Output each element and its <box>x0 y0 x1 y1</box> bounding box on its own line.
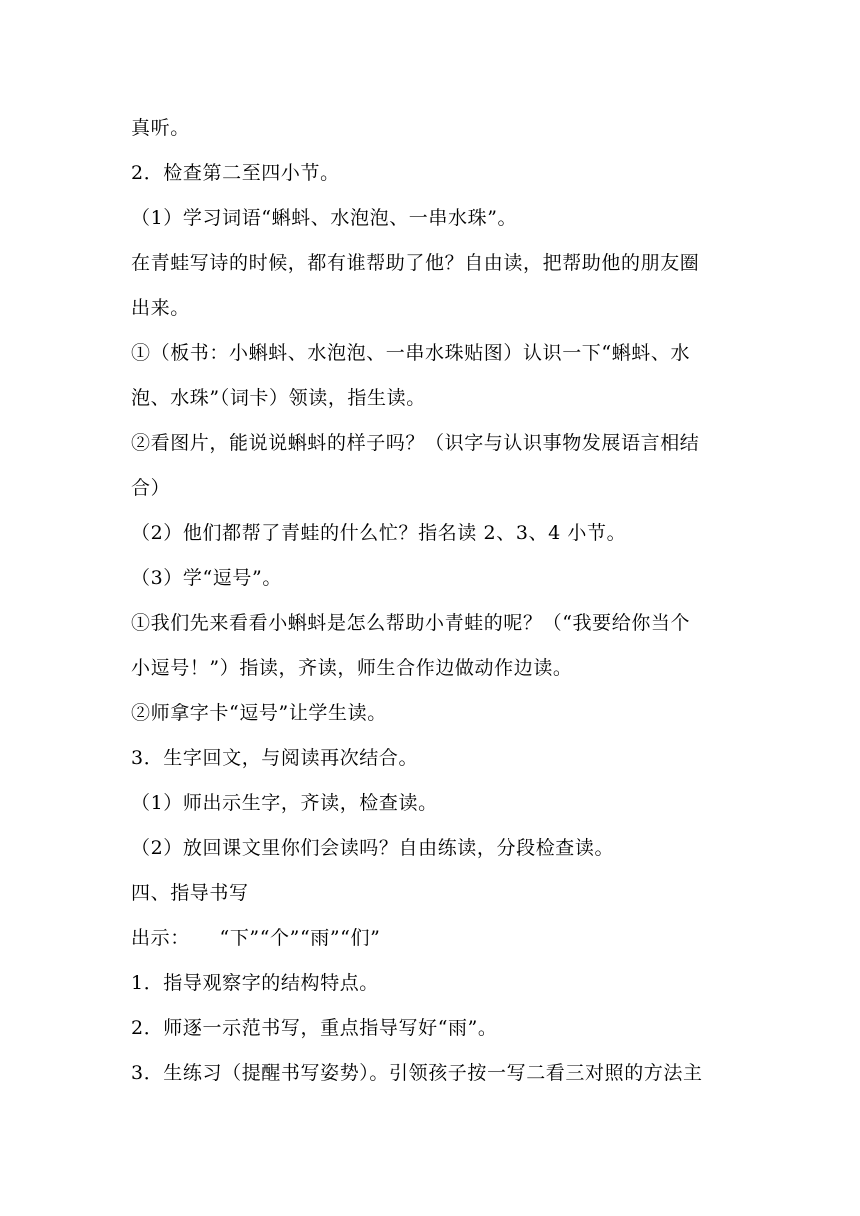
text-line: 真听。 <box>131 117 190 139</box>
text-line: 四、指导书写 <box>131 882 249 904</box>
text-line: （2）他们都帮了青蛙的什么忙？指名读 2、3、4 小节。 <box>131 522 627 544</box>
text-line: 1．指导观察字的结构特点。 <box>131 972 379 994</box>
text-line: 出来。 <box>131 297 190 319</box>
text-line: 3．生字回文，与阅读再次结合。 <box>131 747 419 769</box>
text-line: 泡、水珠”（词卡）领读，指生读。 <box>131 387 426 409</box>
text-line: ②师拿字卡“逗号”让学生读。 <box>131 702 387 724</box>
text-line: 2．师逐一示范书写，重点指导写好“雨”。 <box>131 1017 498 1039</box>
text-line: ①我们先来看看小蝌蚪是怎么帮助小青蛙的呢？（“我要给你当个 <box>131 612 691 634</box>
text-line: 合） <box>131 477 171 499</box>
text-line: （1）学习词语“蝌蚪、水泡泡、一串水珠”。 <box>131 207 518 229</box>
text-line: 出示： “下”“个”“雨”“们” <box>131 927 381 949</box>
text-line: （1）师出示生字，齐读，检查读。 <box>131 792 438 814</box>
text-line: ①（板书：小蝌蚪、水泡泡、一串水珠贴图）认识一下“蝌蚪、水 <box>131 342 691 364</box>
text-line: 在青蛙写诗的时候，都有谁帮助了他？自由读，把帮助他的朋友圈 <box>131 252 700 274</box>
text-line: 2．检查第二至四小节。 <box>131 162 340 184</box>
text-line: （2）放回课文里你们会读吗？自由练读，分段检查读。 <box>131 837 615 859</box>
text-line: 3．生练习（提醒书写姿势）。引领孩子按一写二看三对照的方法主 <box>131 1062 703 1084</box>
text-line: ②看图片，能说说蝌蚪的样子吗？（识字与认识事物发展语言相结 <box>131 432 700 454</box>
text-line: 小逗号！”）指读，齐读，师生合作边做动作边读。 <box>131 657 573 679</box>
text-line: （3）学“逗号”。 <box>131 567 282 589</box>
